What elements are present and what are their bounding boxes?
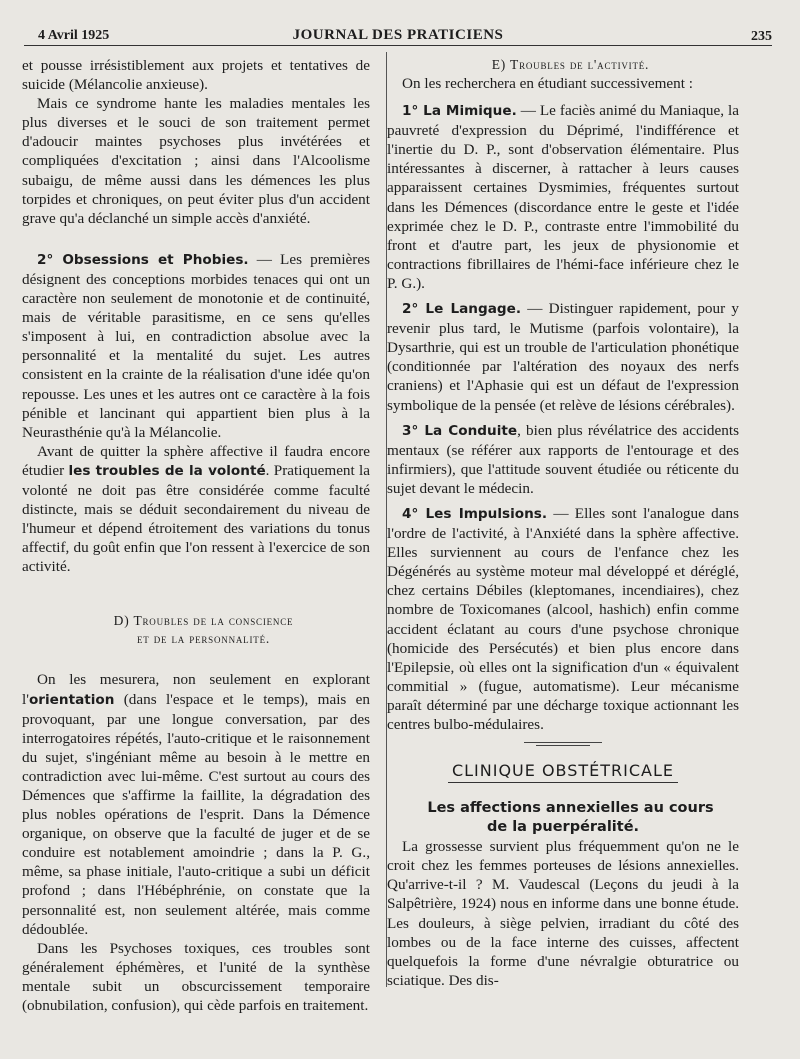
paragraph-conduite [387,421,739,498]
paragraph-impulsions [387,504,739,734]
paragraph-obsessions [22,250,370,442]
heading-line: et de la personnalité. [136,631,271,647]
ornamental-rule [524,742,602,747]
section-title: 3° La Conduite [402,422,518,439]
emphasis: orientation [28,691,115,708]
text-run: . Pratiquement la volonté ne doit pas être considérée comme faculté distincte, mais se déduit secondairement du niveau de l'humeur et dépend étroitement des variations du tonus affectif, du goût enfin que l'on ressent à l'exercice de son activité. [22,461,370,576]
section-text: — Elles sont l'analogue dans l'ordre de l'activité, à l'Anxiété dans la sphère affective. Elles surviennent au cours de l'enfance chez les Dégénérés au système moteur mal développé et déréglé, chez certains Débiles (kleptomanes, incendiaires), chez nombre de Toxicomanes (alcool, hashich) enfin comme accident éclatant au cours d'une psychose chronique (homicide des Persécutés) et bien plus encore dans l'Epilepsie, où elles ont la signification d'un « équivalent commitial » (fugue, automatisme). Leur mécanisme paraît déterminé par une décharge toxique actionnant les centres bulbo-médulaires. [387,504,739,733]
section-text: , bien plus révélatrice des accidents mentaux (se référer aux rapports de l'entourage et des infirmiers), que l'attitude souvent étudiée ou réticente du sujet devant le médecin. [387,421,739,497]
running-header [24,22,772,44]
paragraph: Dans les Psychoses toxiques, ces troubles sont généralement éphémères, et l'unité de la synthèse mentale subit un obscurcissement temporaire (obnubilation, confusion), qui cède parfois en traitement. [22,939,370,1015]
paragraph: La grossesse survient plus fréquemment qu'on ne le croit chez les femmes porteuses de lésions annexielles. Qu'arrive-t-il ? M. Vaudescal (Leçons du jeudi à la Salpêtrière, 1924) nous en informe dans une bonne étude. Les douleurs, à siège pelvien, irradiant du côté des lombes ou de la face interne des cuisses, affectent quelquefois la forme d'une névralgie obturatrice ou sciatique. Des dis- [387,838,739,989]
paragraph: et pousse irrésistiblement aux projets et tentatives de suicide (Mélancolie anxieuse). [22,57,370,94]
section-heading-d [22,612,370,630]
article-title [387,799,739,837]
text-run: Avant de quitter la sphère affective il faudra encore étudier [22,442,370,479]
paragraph: Mais ce syndrome hante les maladies mentales les plus diverses et le souci de son traitement permet d'adoucir maintes psychoses plus invétérées et compliquées d'excitation ; ainsi dans l'Alcoolisme subaigu, de même aussi dans les démences les plus torpides et chroniques, on peut éviter plus d'un accident grave qu'a déclanché un simple accès d'anxiété. [22,95,370,227]
journal-title: JOURNAL DES PRATICIENS [292,27,504,43]
right-column [387,56,739,990]
rubric-wrap [387,761,739,783]
heading-line: E) Troubles de l'activité. [491,57,650,72]
title-line: Les affections annexielles au cours [427,800,714,817]
left-column [22,56,370,1015]
section-text: — Les premières désignent des conceptions morbides tenaces qui ont un caractère non seulement de monotonie et de continuité, mais de véritable parasitisme, en ce sens qu'elles s'imposent à lui, en contradiction absolue avec la personnalité et la mentalité du sujet. Les autres consistent en la crainte de la réalisation d'une idée qu'on repousse. Les unes et les autres ont ce caractère à la fois pénible et lancinant qui appartient bien plus à la Neurasthénie qu'à la Mélancolie. [22,250,370,441]
paragraph-mimique [387,101,739,293]
rubric-title: CLINIQUE OBSTÉTRICALE [448,761,678,783]
section-title: 2° Obsessions et Phobies. [37,251,249,268]
title-line: de la puerpéralité. [486,819,640,836]
issue-date: 4 Avril 1925 [38,28,110,43]
section-title: 4° Les Impulsions. [402,505,548,522]
paragraph-volonte [22,442,370,577]
section-title: 2° Le Langage. [402,301,521,318]
paragraph-orientation [22,670,370,938]
header-rule [24,45,772,46]
section-heading-e [387,56,739,74]
emphasis: les troubles de la volonté [68,462,266,479]
section-heading-d-2 [22,630,370,648]
page-number: 235 [751,29,772,44]
paragraph: On les recherchera en étudiant successivement : [402,75,693,92]
text-run: On les mesurera, non seulement en explorant l' [22,671,370,708]
section-text: — Distinguer rapidement, pour y revenir plus tard, le Mutisme (parfois volontaire), la Dysarthrie, qui est un trouble de l'articulation phonétique (conditionnée par l'altération des noyaux des nerfs craniens) et l'Aphasie qui est un défaut de l'expression symbolique de la pensée (et relève de lésions cérébrales). [387,300,739,414]
section-title: 1° La Mimique. [402,103,517,120]
text-run: (dans l'espace et le temps), mais en provoquant, par une longue conversation, par des interrogatoires répétés, l'auto-critique et le raisonnement du sujet, s'ingéniant même au besoin à le mettre en contradiction avec lui-même. C'est surtout au cours des Démences que s'affirme la faillite, la dégradation des plus nobles opérations de l'esprit. Dans la Démence organique, on observe que la faculté de juger et de se conduire est notablement amoindrie ; dans la P. G., même, sa phase initiale, l'auto-critique a subi un déficit profond ; dans l'Hébéphrénie, on constate que la personnalité est, non seulement altérée, mais comme dédoublée. [22,690,370,938]
paragraph-langage [387,299,739,415]
heading-line: D) Troubles de la conscience [113,613,294,629]
section-text: — Le faciès animé du Maniaque, la pauvreté d'expression du Déprimé, l'indifférence et l'inertie du D. P., sont d'observation élémentaire. Plus intéressantes à discerner, à rattacher à leurs causes apparaissent certaines Dysmimies, fréquentes surtout dans les Démences (discordance entre le geste et l'idée exprimée chez le D. P., contraste entre l'immobilité du front et d'autre part, les jeux de physionomie et contractions fibrillaires de l'hémi-face inférieure chez le P. G.). [387,102,739,292]
